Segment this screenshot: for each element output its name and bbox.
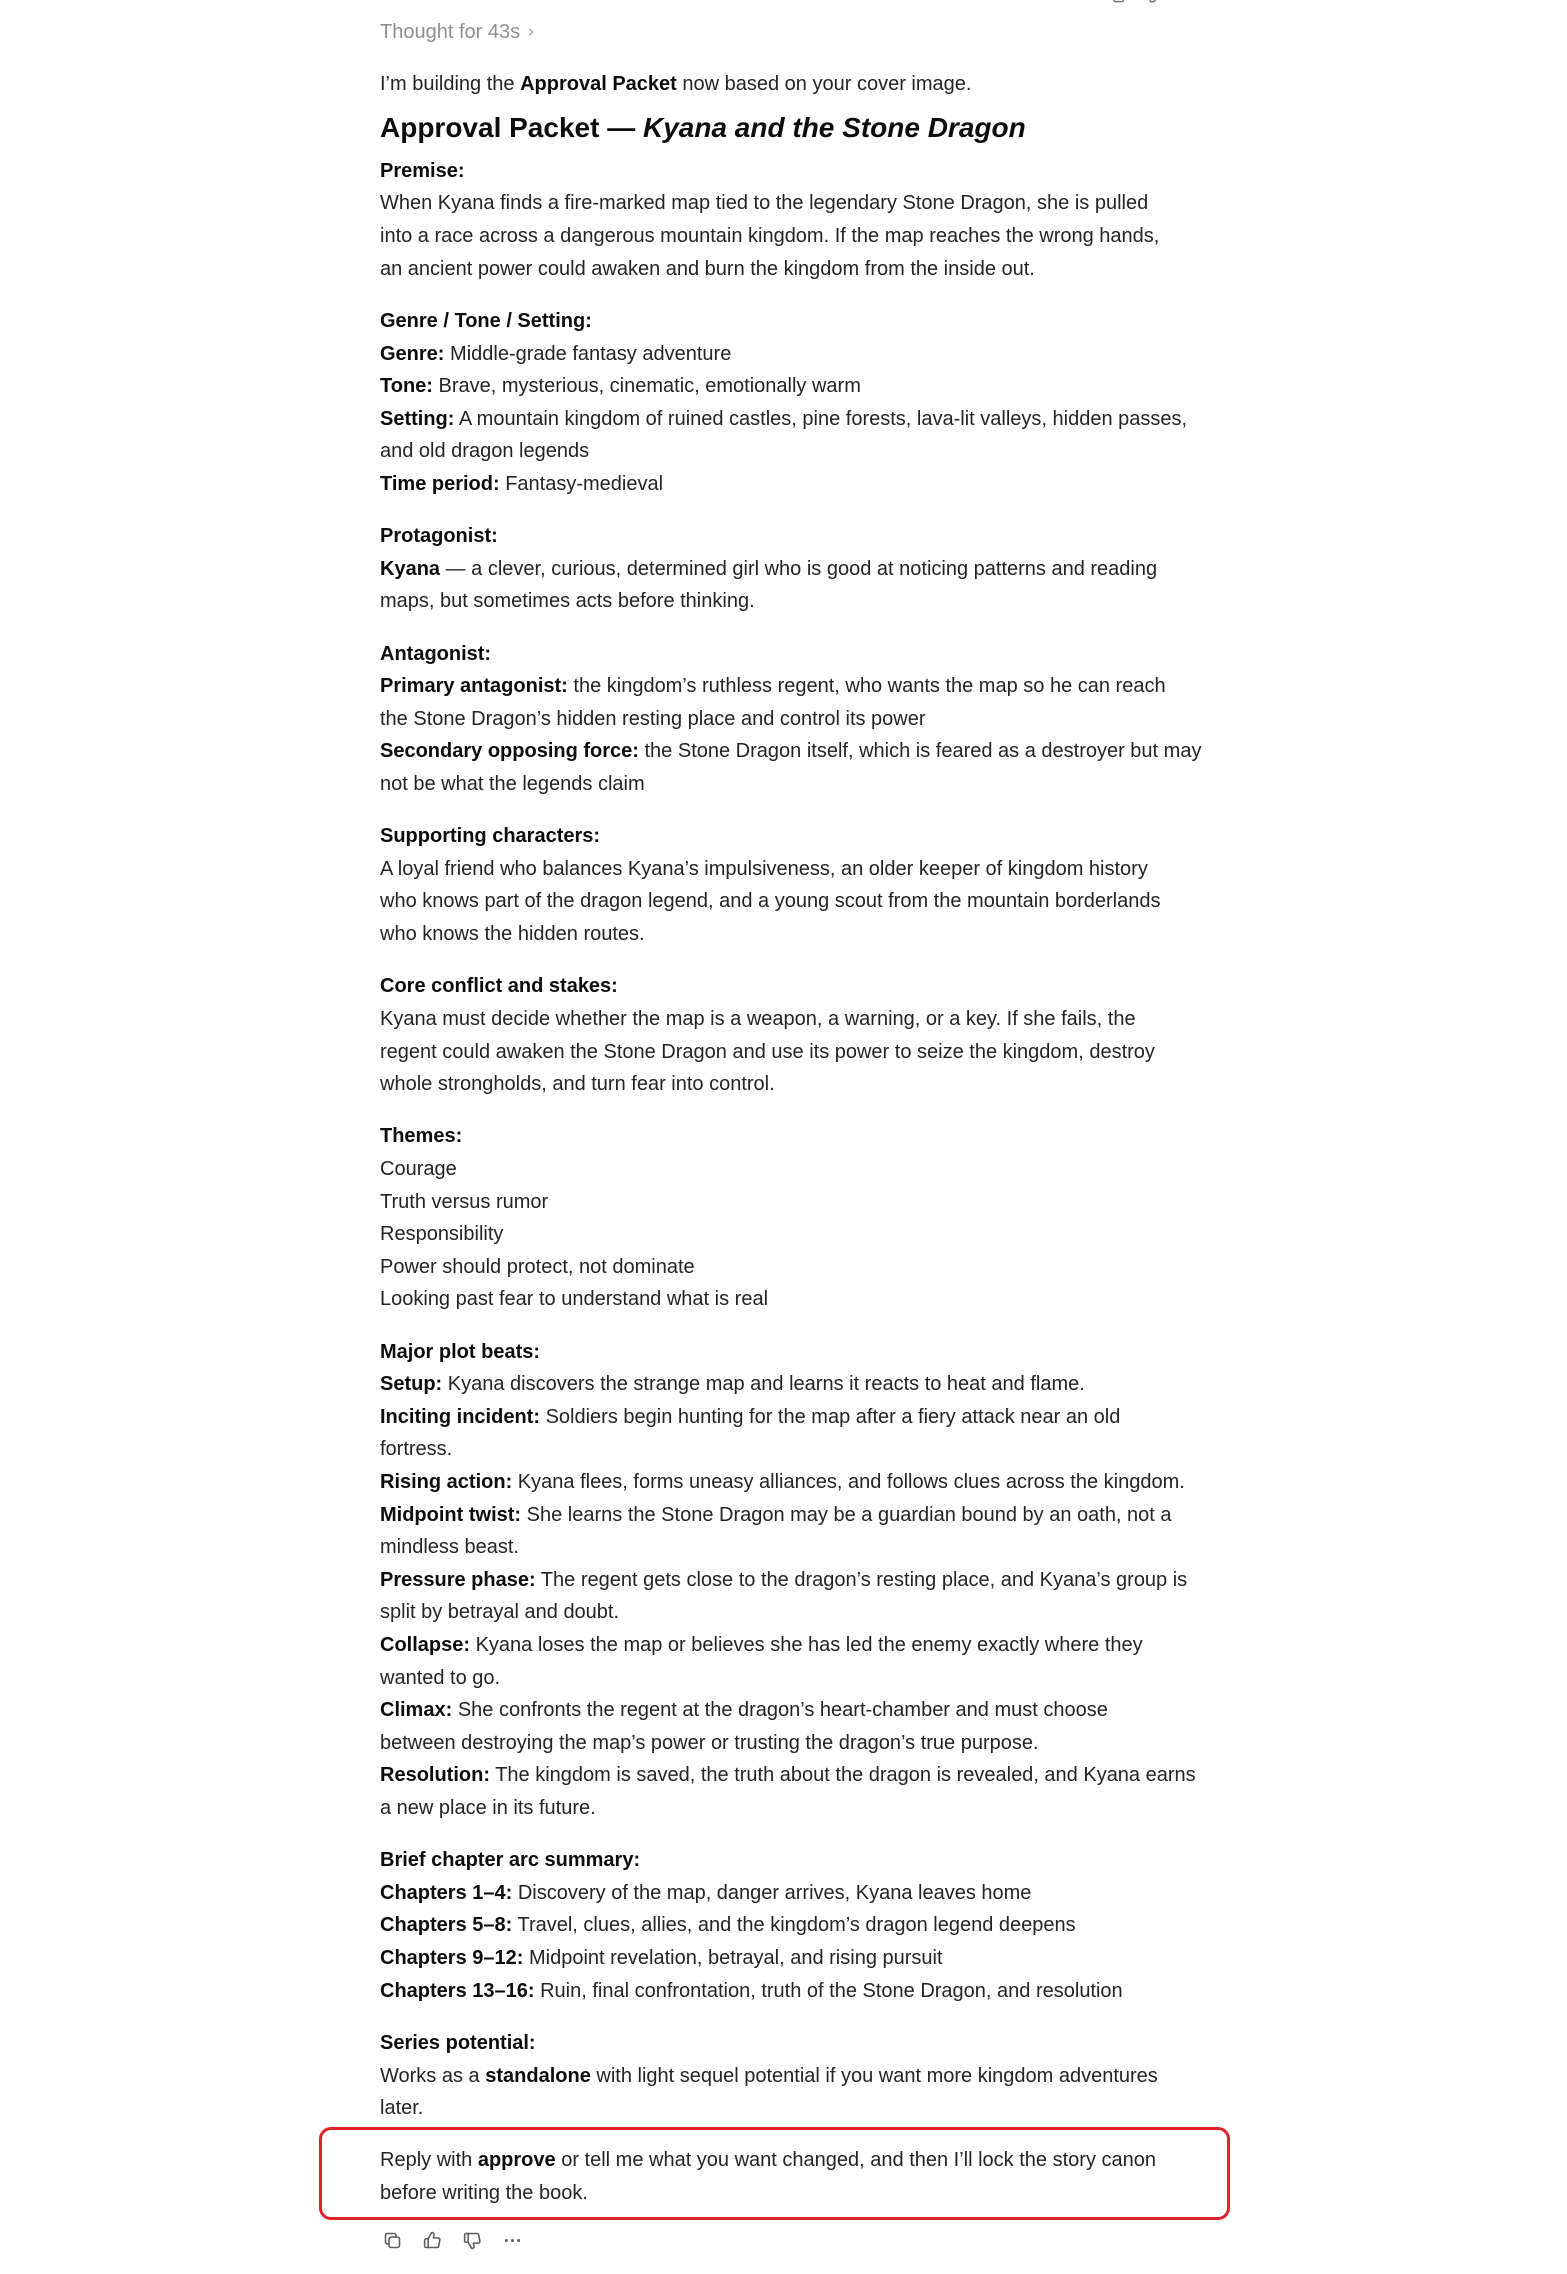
core-conflict-section [380, 970, 1240, 1100]
genre-line [380, 338, 1240, 371]
tone-line-text: Brave, mysterious, cinematic, emotionally warm [438, 375, 861, 398]
theme-item: Courage [380, 1158, 457, 1180]
secondary-force-line [380, 735, 1240, 800]
plot-beat-label: Collapse: [380, 1634, 471, 1656]
protagonist-label: Protagonist: [380, 525, 498, 548]
series-bold: standalone [485, 2064, 591, 2087]
primary-antagonist-text: the kingdom’s ruthless regent, who wants the map so he can reach the Stone Dragon’s hidden resting place and control its power [380, 675, 1166, 730]
chapter-arc-label: Brief chapter arc summary: [380, 1849, 641, 1872]
plot-beat-label: Midpoint twist: [380, 1503, 522, 1526]
plot-beat [380, 1564, 1240, 1629]
setting-line [380, 403, 1240, 468]
chapter-range-text: Travel, clues, allies, and the kingdom’s dragon legend deepens [517, 1914, 1076, 1937]
copy-icon[interactable] [380, 2228, 404, 2252]
genre-tone-setting-label: Genre / Tone / Setting: [380, 309, 592, 332]
tone-line [380, 370, 1240, 403]
plot-beat-text: Kyana loses the map or believes she has led the enemy exactly where they wanted to go. [380, 1634, 1143, 1689]
chapter-range-label: Chapters 1–4: [380, 1881, 513, 1904]
plot-beat [380, 1368, 1240, 1401]
reply-bold: approve [477, 2149, 556, 2172]
assistant-message [380, 0, 1240, 2210]
reply-after: or tell me what you want changed, and then I’ll lock the story canon before writing the book. [380, 2149, 1156, 2204]
genre-line-label: Genre: [380, 342, 445, 365]
supporting-characters-text: A loyal friend who balances Kyana’s impulsiveness, an older keeper of kingdom history who knows part of the dragon legend, and a young scout from the mountain borderlands who knows the hidden routes. [380, 857, 1161, 946]
antagonist-section [380, 638, 1240, 801]
message-actions [380, 2228, 524, 2252]
secondary-force-text: the Stone Dragon itself, which is feared as a destroyer but may not be what the legends claim [380, 740, 1202, 795]
setting-line-text: A mountain kingdom of ruined castles, pine forests, lava-lit valleys, hidden passes, and old dragon legends [380, 407, 1188, 463]
plot-beats-label: Major plot beats: [380, 1340, 541, 1363]
time-period-line-text: Fantasy-medieval [505, 472, 664, 495]
plot-beat [380, 1629, 1240, 1694]
plot-beat [380, 1759, 1240, 1824]
thumbs-up-icon[interactable] [420, 2228, 444, 2252]
plot-beat [380, 1466, 1240, 1499]
theme-item: Looking past fear to understand what is real [380, 1288, 769, 1311]
premise-label: Premise: [380, 159, 465, 182]
protagonist-line [380, 553, 1240, 618]
protagonist-name: Kyana [380, 557, 441, 580]
tone-line-label: Tone: [380, 375, 433, 398]
reply-before: Reply with [380, 2149, 473, 2172]
chevron-right-icon [525, 26, 537, 38]
intro-bold: Approval Packet [520, 72, 677, 95]
plot-beat-text: The regent gets close to the dragon’s resting place, and Kyana’s group is split by betrayal and doubt. [380, 1568, 1188, 1624]
chapter-range-label: Chapters 13–16: [380, 1979, 535, 2002]
chapter-arc-item [380, 1877, 1240, 1910]
chapter-range-text: Midpoint revelation, betrayal, and rising pursuit [528, 1947, 943, 1970]
time-period-line [380, 468, 1240, 501]
chapter-arc-item [380, 1909, 1240, 1942]
core-conflict-label: Core conflict and stakes: [380, 975, 618, 998]
chapter-range-label: Chapters 9–12: [380, 1947, 524, 1970]
plot-beat-label: Rising action: [380, 1471, 513, 1494]
plot-beat-text: She learns the Stone Dragon may be a guardian bound by an oath, not a mindless beast. [380, 1503, 1172, 1559]
plot-beat [380, 1694, 1240, 1759]
protagonist-description: — a clever, curious, determined girl who is good at noticing patterns and reading maps, but sometimes acts before thinking. [380, 557, 1158, 613]
plot-beat-label: Climax: [380, 1699, 453, 1722]
themes-label: Themes: [380, 1125, 463, 1148]
chapter-range-text: Discovery of the map, danger arrives, Kyana leaves home [517, 1881, 1032, 1904]
theme-item: Truth versus rumor [380, 1190, 549, 1213]
heading-prefix: Approval Packet — [380, 111, 636, 143]
premise-text: When Kyana finds a fire-marked map tied to the legendary Stone Dragon, she is pulled into a race across a dangerous mountain kingdom. If the map reaches the wrong hands, an ancient power could awaken and burn the kingdom from the inside out. [380, 192, 1160, 280]
antagonist-label: Antagonist: [380, 642, 492, 665]
plot-beat-text: Soldiers begin hunting for the map after a fiery attack near an old fortress. [380, 1405, 1121, 1461]
series-potential-label: Series potential: [380, 2031, 536, 2054]
chapter-range-label: Chapters 5–8: [380, 1914, 513, 1937]
plot-beat [380, 1401, 1240, 1466]
plot-beat-label: Setup: [380, 1373, 443, 1396]
supporting-characters-section [380, 820, 1240, 950]
plot-beat-text: Kyana discovers the strange map and learns it reacts to heat and flame. [447, 1373, 1085, 1396]
more-options-icon[interactable] [500, 2228, 524, 2252]
primary-antagonist-label: Primary antagonist: [380, 675, 568, 698]
intro-text [380, 68, 1240, 101]
thought-duration-label: Thought for 43s [380, 20, 521, 43]
plot-beat-label: Inciting incident: [380, 1405, 540, 1428]
intro-after: now based on your cover image. [682, 72, 972, 95]
packet-heading [380, 108, 1240, 148]
time-period-line-label: Time period: [380, 472, 500, 495]
series-after: with light sequel potential if you want more kingdom adventures later. [380, 2064, 1158, 2120]
plot-beat-text: Kyana flees, forms uneasy alliances, and follows clues across the kingdom. [517, 1471, 1185, 1494]
plot-beat-label: Resolution: [380, 1764, 490, 1787]
supporting-characters-label: Supporting characters: [380, 825, 601, 848]
premise-section [380, 155, 1240, 285]
chapter-range-text: Ruin, final confrontation, truth of the Stone Dragon, and resolution [540, 1979, 1123, 2002]
plot-beat-label: Pressure phase: [380, 1568, 536, 1591]
plot-beat-text: She confronts the regent at the dragon’s heart-chamber and must choose between destroying the map’s power or trusting the dragon’s true purpose. [380, 1699, 1108, 1754]
highlight-annotation [319, 2127, 1230, 2220]
core-conflict-text: Kyana must decide whether the map is a weapon, a warning, or a key. If she fails, the regent could awaken the Stone Dragon and use its power to seize the kingdom, destroy whole strongholds, and turn fear into control. [380, 1007, 1155, 1096]
primary-antagonist-line [380, 670, 1240, 735]
plot-beat [380, 1499, 1240, 1564]
thumbs-down-icon[interactable] [460, 2228, 484, 2252]
genre-tone-setting-section [380, 305, 1240, 501]
theme-item: Responsibility [380, 1223, 504, 1246]
genre-line-text: Middle-grade fantasy adventure [450, 342, 732, 365]
series-potential-text [380, 2060, 1240, 2125]
setting-line-label: Setting: [380, 407, 455, 430]
chapter-arc-item [380, 1975, 1240, 2008]
thought-toggle[interactable] [380, 16, 537, 49]
theme-item: Power should protect, not dominate [380, 1255, 695, 1278]
intro-before: I’m building the [380, 72, 515, 95]
chapter-arc-item [380, 1942, 1240, 1975]
chapter-arc-section [380, 1844, 1240, 2007]
protagonist-section [380, 520, 1240, 618]
themes-section [380, 1120, 1240, 1316]
plot-beats-section [380, 1336, 1240, 1825]
heading-title: Kyana and the Stone Dragon [642, 111, 1026, 143]
series-potential-section [380, 2027, 1240, 2125]
plot-beat-text: The kingdom is saved, the truth about the dragon is revealed, and Kyana earns a new place in its future. [380, 1764, 1196, 1819]
series-before: Works as a [380, 2064, 480, 2087]
secondary-force-label: Secondary opposing force: [380, 740, 639, 763]
